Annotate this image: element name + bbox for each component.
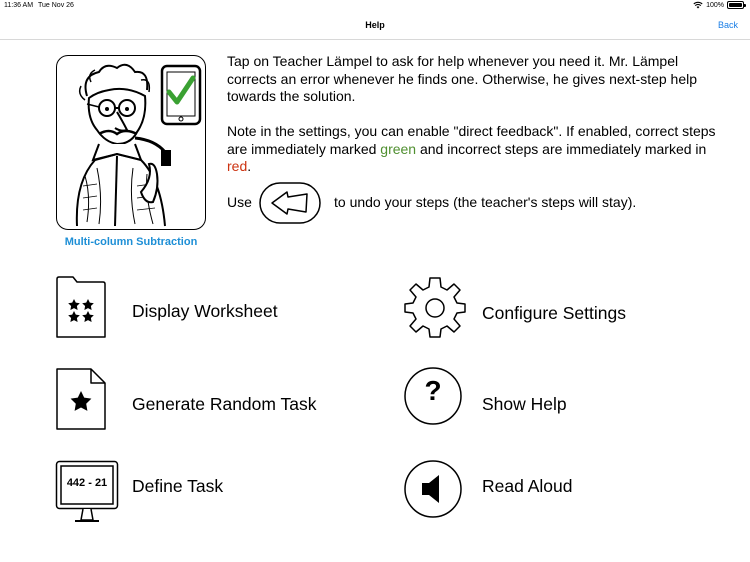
back-button[interactable]: Back <box>717 20 738 30</box>
battery-icon <box>727 1 744 9</box>
teacher-lampel-illustration <box>57 56 206 230</box>
configure-settings-label: Configure Settings <box>482 303 626 323</box>
gear-icon <box>403 275 467 339</box>
nav-bar <box>0 12 750 40</box>
worksheet-folder-icon <box>55 275 107 339</box>
generate-random-task-button[interactable] <box>55 367 355 433</box>
help-p2-text-b: and incorrect steps are immediately marked in <box>416 140 707 157</box>
configure-settings-button[interactable] <box>403 275 643 341</box>
help-red-word: red <box>227 158 248 174</box>
status-date: Tue Nov 26 <box>38 2 74 9</box>
help-green-word: green <box>380 140 417 157</box>
show-help-button[interactable] <box>403 367 603 433</box>
teacher-lampel-button[interactable] <box>56 55 206 230</box>
help-p2-text-c: . <box>247 158 252 174</box>
display-worksheet-button[interactable] <box>55 275 315 341</box>
define-task-label: Define Task <box>132 476 224 496</box>
help-paragraph-1: Tap on Teacher Lämpel to ask for help whenever you need it. Mr. Lämpel corrects an error whenever he finds one. Otherwise, he gives next-step help towards the solution. <box>227 53 698 104</box>
read-aloud-label: Read Aloud <box>482 476 573 496</box>
battery-percent: 100% <box>706 1 724 9</box>
status-right <box>693 1 744 9</box>
define-task-button[interactable] <box>55 460 275 526</box>
undo-instruction <box>227 182 727 224</box>
help-p2-text-a: Note in the settings, you can enable "direct feedback". If enabled, correct steps are immediately marked <box>227 123 716 157</box>
display-worksheet-label: Display Worksheet <box>132 301 278 321</box>
show-help-label: Show Help <box>482 394 567 414</box>
monitor-text: 442 - 21 <box>66 477 108 489</box>
read-aloud-button[interactable] <box>403 460 603 526</box>
generate-random-task-label: Generate Random Task <box>132 394 317 414</box>
question-mark-glyph: ? <box>424 375 442 406</box>
help-paragraph-2 <box>227 123 727 176</box>
random-task-document-icon <box>55 367 107 431</box>
status-bar <box>0 0 750 12</box>
speaker-icon <box>403 460 463 520</box>
wifi-icon <box>693 1 703 9</box>
undo-rest-text: to undo your steps (the teacher's steps will stay). <box>334 194 637 210</box>
page-title: Help <box>365 20 385 30</box>
status-time: 11:36 AM <box>4 2 34 9</box>
undo-use-label: Use <box>227 194 252 210</box>
monitor-icon <box>55 460 119 524</box>
undo-arrow-icon <box>259 182 321 224</box>
picture-caption: Multi-column Subtraction <box>64 236 198 248</box>
